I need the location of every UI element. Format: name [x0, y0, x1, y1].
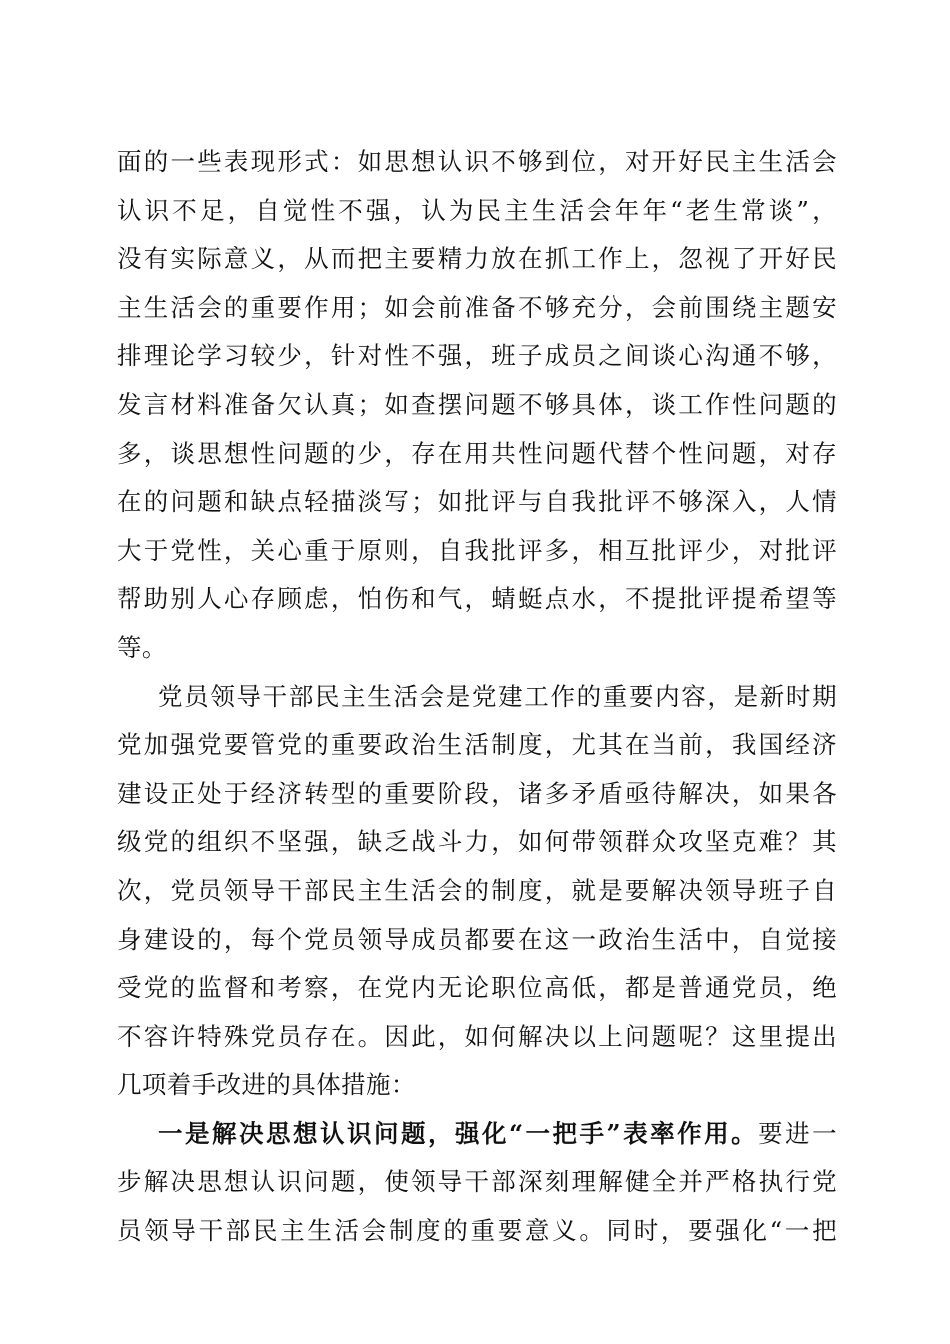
text-line: 党加强党要管党的重要政治生活制度，尤其在当前，我国经济 [117, 730, 837, 760]
paragraph-democratic-life-meeting [117, 673, 837, 1110]
text-run: 要进一 [758, 1118, 838, 1148]
text-line: 受党的监督和考察，在党内无论职位高低，都是普通党员，绝 [117, 973, 837, 1003]
text-line: 帮助别人心存顾虑，怕伤和气，蜻蜓点水，不提批评提希望等 [117, 584, 837, 614]
text-line: 身建设的，每个党员领导成员都要在这一政治生活中，自觉接 [117, 924, 837, 954]
text-line: 发言材料准备欠认真；如查摆问题不够具体，谈工作性问题的 [117, 389, 837, 419]
text-line: 多，谈思想性问题的少，存在用共性问题代替个性问题，对存 [117, 438, 837, 468]
text-line: 次，党员领导干部民主生活会的制度，就是要解决领导班子自 [117, 875, 837, 905]
document-body [117, 138, 837, 1256]
text-line: 面的一些表现形式：如思想认识不够到位，对开好民主生活会 [117, 147, 837, 176]
text-line: 认识不足，自觉性不强，认为民主生活会年年“老生常谈”， [117, 195, 837, 225]
text-line: 几项着手改进的具体措施： [117, 1070, 416, 1100]
text-line: 没有实际意义，从而把主要精力放在抓工作上，忽视了开好民 [117, 244, 837, 274]
paragraph-measure-one [117, 1110, 837, 1256]
text-line: 等。 [117, 632, 167, 662]
text-line-first: 党员领导干部民主生活会是党建工作的重要内容，是新时期 [158, 681, 837, 711]
text-line: 主生活会的重要作用；如会前准备不够充分，会前围绕主题安 [117, 292, 837, 322]
measure-heading: 一是解决思想认识问题，强化“一把手”表率作用。 [158, 1118, 759, 1148]
text-line: 级党的组织不坚强，缺乏战斗力，如何带领群众攻坚克难？其 [117, 827, 837, 857]
text-line: 在的问题和缺点轻描淡写；如批评与自我批评不够深入，人情 [117, 487, 837, 517]
text-line: 建设正处于经济转型的重要阶段，诸多矛盾亟待解决，如果各 [117, 778, 837, 808]
text-line: 步解决思想认识问题，使领导干部深刻理解健全并严格执行党 [117, 1167, 837, 1197]
text-line: 排理论学习较少，针对性不强，班子成员之间谈心沟通不够， [117, 341, 837, 371]
text-line: 不容许特殊党员存在。因此，如何解决以上问题呢？这里提出 [117, 1021, 837, 1051]
text-line-first [117, 1110, 837, 1159]
text-line: 员领导干部民主生活会制度的重要意义。同时，要强化“一把 [117, 1216, 837, 1246]
text-line: 大于党性，关心重于原则，自我批评多，相互批评少，对批评 [117, 535, 837, 565]
paragraph-continuation [117, 138, 837, 673]
